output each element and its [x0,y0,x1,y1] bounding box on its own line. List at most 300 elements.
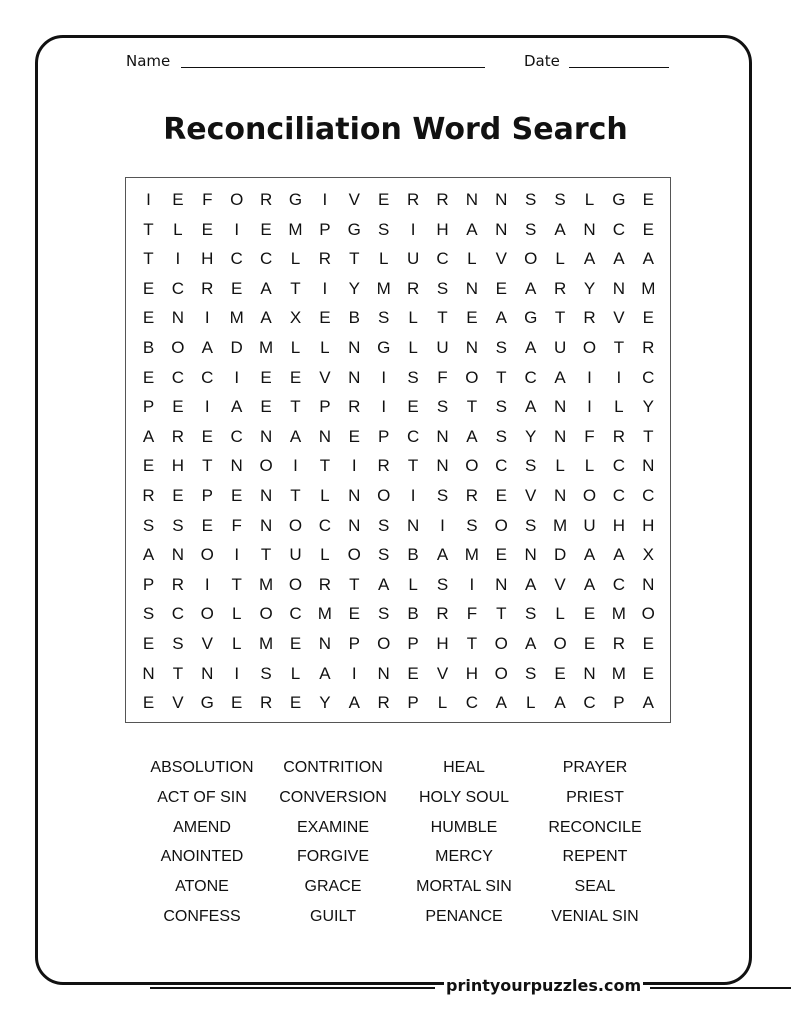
grid-letter[interactable]: L [525,693,536,713]
grid-letter[interactable]: E [554,663,566,683]
grid-letter[interactable]: I [293,456,298,476]
grid-letter[interactable]: A [436,545,449,565]
grid-letter[interactable]: B [142,338,155,357]
grid-letter[interactable]: O [200,604,214,624]
grid-letter[interactable]: N [436,426,449,446]
grid-letter[interactable]: N [259,486,273,505]
grid-letter[interactable]: O [582,338,597,357]
grid-letter[interactable]: T [613,338,625,357]
grid-letter[interactable]: C [436,249,449,269]
grid-letter[interactable]: N [553,486,567,505]
grid-letter[interactable]: U [553,338,567,357]
grid-letter[interactable]: N [642,574,655,594]
grid-letter[interactable]: O [524,249,538,269]
grid-letter[interactable]: S [142,604,155,624]
grid-letter[interactable]: N [230,456,243,476]
grid-letter[interactable]: A [142,426,155,446]
grid-letter[interactable]: N [259,426,273,446]
grid-letter[interactable]: I [587,367,592,387]
grid-letter[interactable]: E [495,486,507,505]
grid-letter[interactable]: Y [583,278,596,298]
grid-letter[interactable]: C [201,367,214,387]
grid-letter[interactable]: I [440,515,445,535]
grid-letter[interactable]: G [524,308,538,328]
grid-letter[interactable]: R [142,486,155,505]
grid-letter[interactable]: N [642,456,655,476]
grid-letter[interactable]: O [288,574,303,594]
grid-letter[interactable]: I [204,397,210,417]
grid-letter[interactable]: S [436,486,449,505]
grid-letter[interactable]: C [230,426,243,446]
grid-letter[interactable]: A [260,308,272,328]
grid-letter[interactable]: N [348,515,361,535]
grid-letter[interactable]: R [171,426,185,446]
grid-letter[interactable]: S [436,574,449,594]
grid-letter[interactable]: M [611,604,626,624]
grid-letter[interactable]: V [525,486,537,505]
grid-letter[interactable]: I [410,219,416,239]
grid-letter[interactable]: S [436,397,449,417]
grid-letter[interactable]: T [143,219,154,239]
grid-letter[interactable]: S [260,663,272,683]
grid-letter[interactable]: I [381,397,387,417]
grid-letter[interactable]: S [525,663,537,683]
grid-letter[interactable]: R [406,278,420,298]
grid-letter[interactable]: I [616,367,622,387]
grid-letter[interactable]: N [142,663,155,683]
grid-letter[interactable]: F [437,367,448,387]
grid-letter[interactable]: R [348,397,361,417]
grid-letter[interactable]: T [290,397,301,417]
grid-letter[interactable]: L [231,634,242,653]
grid-letter[interactable]: O [553,634,567,653]
grid-letter[interactable]: H [436,219,449,239]
grid-letter[interactable]: R [318,574,332,594]
grid-letter[interactable]: S [525,604,537,624]
grid-letter[interactable]: E [260,367,272,387]
grid-letter[interactable]: E [583,634,596,653]
grid-letter[interactable]: R [377,693,390,713]
grid-letter[interactable]: N [348,486,361,505]
grid-letter[interactable]: U [583,515,596,535]
grid-letter[interactable]: A [613,545,625,565]
grid-letter[interactable]: T [143,249,154,269]
grid-letter[interactable]: O [465,456,479,476]
grid-letter[interactable]: N [318,426,332,446]
grid-letter[interactable]: V [613,308,625,328]
grid-letter[interactable]: E [142,456,155,476]
grid-letter[interactable]: N [436,456,449,476]
grid-letter[interactable]: N [348,338,361,357]
grid-letter[interactable]: L [408,574,418,594]
grid-letter[interactable]: A [466,426,478,446]
grid-letter[interactable]: A [583,545,596,565]
grid-letter[interactable]: S [172,634,184,653]
grid-letter[interactable]: E [348,426,360,446]
grid-letter[interactable]: P [407,634,419,653]
grid-letter[interactable]: R [612,634,626,653]
grid-letter[interactable]: E [319,308,331,328]
grid-letter[interactable]: N [171,545,185,565]
grid-letter[interactable]: C [495,456,508,476]
grid-letter[interactable]: S [172,515,184,535]
grid-letter[interactable]: S [495,397,507,417]
grid-letter[interactable]: S [407,367,419,387]
grid-letter[interactable]: T [349,574,360,594]
grid-letter[interactable]: C [612,456,626,476]
grid-letter[interactable]: N [465,278,479,298]
grid-letter[interactable]: N [259,515,273,535]
grid-letter[interactable]: M [611,663,626,683]
grid-letter[interactable]: Y [319,693,331,713]
grid-letter[interactable]: E [642,663,654,683]
grid-letter[interactable]: C [318,515,332,535]
grid-letter[interactable]: B [407,604,419,624]
grid-letter[interactable]: I [234,367,240,387]
grid-letter[interactable]: P [319,397,331,417]
grid-letter[interactable]: C [230,249,243,269]
grid-letter[interactable]: E [142,693,155,713]
grid-letter[interactable]: Y [348,278,360,298]
grid-letter[interactable]: Y [525,426,537,446]
grid-letter[interactable]: C [406,426,420,446]
grid-letter[interactable]: U [436,338,449,357]
grid-letter[interactable]: R [583,308,596,328]
grid-letter[interactable]: I [351,456,357,476]
grid-letter[interactable]: L [290,249,301,269]
grid-letter[interactable]: S [554,190,566,209]
grid-letter[interactable]: I [234,545,240,565]
grid-letter[interactable]: R [171,574,185,594]
grid-letter[interactable]: M [229,308,244,328]
grid-letter[interactable]: I [410,486,416,505]
grid-letter[interactable]: I [146,190,151,209]
grid-letter[interactable]: P [613,693,625,713]
grid-letter[interactable]: D [230,338,243,357]
grid-letter[interactable]: L [231,604,242,624]
grid-letter[interactable]: F [202,190,213,209]
grid-letter[interactable]: L [584,456,595,476]
grid-letter[interactable]: L [320,545,330,565]
grid-letter[interactable]: A [495,308,507,328]
grid-letter[interactable]: T [554,308,566,328]
grid-letter[interactable]: N [318,634,332,653]
grid-letter[interactable]: M [553,515,568,535]
grid-letter[interactable]: G [347,219,361,239]
grid-letter[interactable]: F [466,604,478,624]
grid-letter[interactable]: S [378,219,390,239]
grid-letter[interactable]: O [347,545,361,565]
grid-letter[interactable]: M [376,278,391,298]
grid-letter[interactable]: V [436,663,449,683]
grid-letter[interactable]: G [612,190,626,209]
grid-letter[interactable]: E [201,426,213,446]
grid-letter[interactable]: L [320,338,330,357]
grid-letter[interactable]: R [259,190,273,209]
grid-letter[interactable]: H [465,663,479,683]
grid-letter[interactable]: U [406,249,420,269]
grid-letter[interactable]: M [259,574,274,594]
grid-letter[interactable]: C [612,486,626,505]
grid-letter[interactable]: A [642,249,654,269]
grid-letter[interactable]: E [642,634,654,653]
grid-letter[interactable]: A [583,249,596,269]
grid-letter[interactable]: R [318,249,332,269]
grid-letter[interactable]: R [201,278,214,298]
grid-letter[interactable]: S [495,426,507,446]
grid-letter[interactable]: E [231,486,243,505]
grid-letter[interactable]: D [553,545,567,565]
grid-letter[interactable]: V [348,190,360,209]
grid-letter[interactable]: R [465,486,479,505]
grid-letter[interactable]: A [495,693,507,713]
grid-letter[interactable]: L [555,604,565,624]
grid-letter[interactable]: R [436,190,449,209]
grid-letter[interactable]: T [231,574,242,594]
grid-letter[interactable]: A [348,693,360,713]
grid-letter[interactable]: N [377,663,390,683]
grid-letter[interactable]: E [642,219,654,239]
grid-letter[interactable]: N [553,426,567,446]
grid-letter[interactable]: L [320,486,330,505]
grid-letter[interactable]: N [348,367,361,387]
grid-letter[interactable]: I [204,308,210,328]
grid-letter[interactable]: N [495,190,508,209]
grid-letter[interactable]: T [466,397,478,417]
grid-letter[interactable]: T [496,367,507,387]
grid-letter[interactable]: A [319,663,331,683]
grid-letter[interactable]: G [200,693,214,713]
grid-letter[interactable]: O [230,190,244,209]
grid-letter[interactable]: C [642,486,655,505]
grid-letter[interactable]: O [494,634,508,653]
grid-letter[interactable]: N [583,663,596,683]
grid-letter[interactable]: S [378,308,390,328]
grid-letter[interactable]: P [201,486,213,505]
grid-letter[interactable]: P [348,634,360,653]
grid-letter[interactable]: P [407,693,419,713]
grid-letter[interactable]: I [322,278,328,298]
grid-letter[interactable]: H [171,456,185,476]
grid-letter[interactable]: E [495,278,507,298]
grid-letter[interactable]: T [407,456,419,476]
grid-letter[interactable]: S [378,515,390,535]
grid-letter[interactable]: S [525,190,537,209]
grid-letter[interactable]: I [175,249,181,269]
grid-letter[interactable]: A [525,338,537,357]
grid-letter[interactable]: A [525,574,537,594]
grid-letter[interactable]: I [322,190,328,209]
grid-letter[interactable]: A [642,693,654,713]
grid-letter[interactable]: E [642,190,654,209]
grid-letter[interactable]: O [259,456,273,476]
grid-letter[interactable]: H [436,634,449,653]
grid-letter[interactable]: L [614,397,624,417]
grid-letter[interactable]: C [524,367,537,387]
grid-letter[interactable]: G [377,338,391,357]
grid-letter[interactable]: T [290,278,301,298]
grid-letter[interactable]: X [642,545,654,565]
grid-letter[interactable]: C [583,693,596,713]
grid-letter[interactable]: V [201,634,213,653]
grid-letter[interactable]: A [289,426,302,446]
date-field-line[interactable] [569,67,669,68]
grid-letter[interactable]: R [436,604,449,624]
grid-letter[interactable]: X [289,308,302,328]
grid-letter[interactable]: E [289,634,302,653]
grid-letter[interactable]: V [495,249,507,269]
grid-letter[interactable]: I [234,663,240,683]
grid-letter[interactable]: A [260,278,272,298]
grid-letter[interactable]: P [142,397,155,417]
grid-letter[interactable]: N [406,515,420,535]
grid-letter[interactable]: N [465,190,479,209]
grid-letter[interactable]: A [201,338,213,357]
grid-letter[interactable]: O [494,663,508,683]
grid-letter[interactable]: C [171,278,185,298]
grid-letter[interactable]: E [142,367,155,387]
grid-letter[interactable]: F [231,515,242,535]
grid-letter[interactable]: A [466,219,478,239]
grid-letter[interactable]: I [381,367,387,387]
grid-letter[interactable]: A [583,574,596,594]
grid-letter[interactable]: A [142,545,155,565]
grid-letter[interactable]: L [584,190,595,209]
grid-letter[interactable]: E [407,397,419,417]
grid-letter[interactable]: E [142,634,155,653]
grid-letter[interactable]: O [641,604,655,624]
grid-letter[interactable]: L [555,249,565,269]
grid-letter[interactable]: A [554,367,566,387]
grid-letter[interactable]: A [554,693,566,713]
grid-letter[interactable]: V [319,367,331,387]
grid-letter[interactable]: N [553,397,567,417]
grid-letter[interactable]: C [259,249,273,269]
grid-letter[interactable]: R [259,693,273,713]
grid-letter[interactable]: T [202,456,213,476]
grid-letter[interactable]: E [348,604,360,624]
grid-letter[interactable]: S [436,278,449,298]
grid-letter[interactable]: R [553,278,567,298]
grid-letter[interactable]: F [584,426,595,446]
grid-letter[interactable]: A [554,219,566,239]
grid-letter[interactable]: H [612,515,626,535]
grid-letter[interactable]: T [319,456,331,476]
grid-letter[interactable]: O [377,634,391,653]
grid-letter[interactable]: N [465,338,479,357]
grid-letter[interactable]: P [319,219,331,239]
grid-letter[interactable]: L [378,249,389,269]
grid-letter[interactable]: C [171,367,185,387]
grid-letter[interactable]: T [260,545,272,565]
grid-letter[interactable]: N [495,574,508,594]
grid-letter[interactable]: E [378,190,390,209]
grid-letter[interactable]: I [469,574,475,594]
grid-letter[interactable]: E [495,545,507,565]
grid-letter[interactable]: I [351,663,357,683]
grid-letter[interactable]: S [495,338,507,357]
grid-letter[interactable]: I [587,397,592,417]
grid-letter[interactable]: S [378,545,390,565]
grid-letter[interactable]: E [231,278,243,298]
grid-letter[interactable]: O [582,486,597,505]
grid-letter[interactable]: E [260,397,272,417]
grid-letter[interactable]: L [467,249,477,269]
grid-letter[interactable]: L [408,308,418,328]
grid-letter[interactable]: N [495,219,508,239]
grid-letter[interactable]: L [290,338,301,357]
grid-letter[interactable]: A [378,574,390,594]
grid-letter[interactable]: T [437,308,448,328]
grid-letter[interactable]: T [172,663,184,683]
grid-letter[interactable]: N [171,308,185,328]
grid-letter[interactable]: H [201,249,214,269]
grid-letter[interactable]: M [317,604,332,624]
grid-letter[interactable]: S [525,456,537,476]
grid-letter[interactable]: A [231,397,243,417]
grid-letter[interactable]: A [525,278,537,298]
grid-letter[interactable]: S [525,219,537,239]
grid-letter[interactable]: G [288,190,303,209]
grid-letter[interactable]: M [464,545,479,565]
grid-letter[interactable]: C [642,367,655,387]
grid-letter[interactable]: E [289,693,302,713]
grid-letter[interactable]: T [643,426,654,446]
grid-letter[interactable]: C [289,604,302,624]
grid-letter[interactable]: C [465,693,479,713]
grid-letter[interactable]: E [201,219,213,239]
grid-letter[interactable]: N [201,663,214,683]
grid-letter[interactable]: R [406,190,420,209]
grid-letter[interactable]: P [378,426,390,446]
grid-letter[interactable]: R [612,426,626,446]
grid-letter[interactable]: E [142,278,155,298]
grid-letter[interactable]: R [377,456,390,476]
grid-letter[interactable]: O [494,515,508,535]
grid-letter[interactable]: A [525,634,537,653]
grid-letter[interactable]: L [408,338,418,357]
grid-letter[interactable]: S [525,515,537,535]
grid-letter[interactable]: I [204,574,210,594]
grid-letter[interactable]: Y [642,397,654,417]
grid-letter[interactable]: E [142,308,155,328]
name-field-line[interactable] [181,67,485,68]
grid-letter[interactable]: V [554,574,566,594]
grid-letter[interactable]: M [259,634,274,653]
grid-letter[interactable]: M [288,219,303,239]
grid-letter[interactable]: I [234,219,240,239]
grid-letter[interactable]: M [641,278,656,298]
grid-letter[interactable]: M [259,338,274,357]
grid-letter[interactable]: N [583,219,596,239]
grid-letter[interactable]: H [642,515,655,535]
grid-letter[interactable]: L [437,693,448,713]
grid-letter[interactable]: A [525,397,537,417]
grid-letter[interactable]: E [231,693,243,713]
grid-letter[interactable]: E [172,486,184,505]
grid-letter[interactable]: O [200,545,214,565]
grid-letter[interactable]: C [171,604,185,624]
grid-letter[interactable]: E [260,219,272,239]
grid-letter[interactable]: T [290,486,301,505]
grid-letter[interactable]: T [466,634,478,653]
grid-letter[interactable]: B [407,545,419,565]
grid-letter[interactable]: L [290,663,301,683]
grid-letter[interactable]: E [583,604,596,624]
grid-letter[interactable]: O [171,338,185,357]
grid-letter[interactable]: L [555,456,565,476]
grid-letter[interactable]: O [377,486,391,505]
